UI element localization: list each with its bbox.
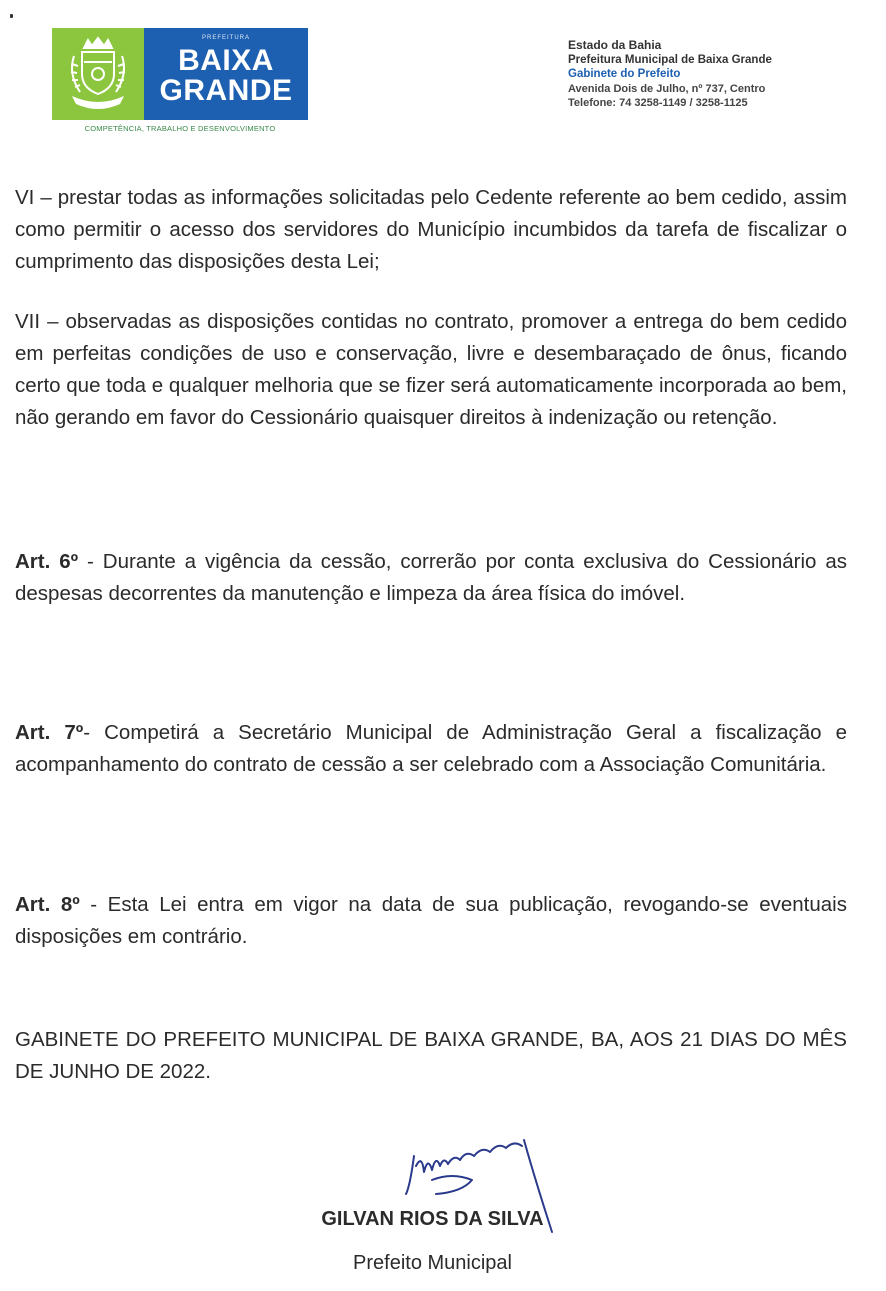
header-address xyxy=(568,38,772,111)
municipality-line: Prefeitura Municipal de Baixa Grande xyxy=(568,53,772,66)
office-line: Gabinete do Prefeito xyxy=(568,68,681,80)
article-8-label: Art. 8º xyxy=(15,893,80,916)
logo-prefix: PREFEITURA xyxy=(201,35,250,41)
scan-mark xyxy=(10,14,13,18)
logo-name-line1: BAIXA xyxy=(178,44,274,77)
logo-name xyxy=(144,46,308,106)
article-7-paragraph xyxy=(15,717,847,781)
article-8-paragraph xyxy=(15,889,847,953)
article-7-label: Art. 7º xyxy=(15,721,84,744)
article-6-paragraph xyxy=(15,546,847,610)
article-8-text: - Esta Lei entra em vigor na data de sua publicação, revogando-se eventuais disposições em contrário. xyxy=(15,893,847,948)
coat-of-arms-icon xyxy=(58,34,138,114)
article-7-text: - Competirá a Secretário Municipal de Administração Geral a fiscalização e acompanhamento do contrato de cessão a ser celebrado com a Associação Comunitária. xyxy=(15,721,847,776)
logo-tagline: COMPETÊNCIA, TRABALHO E DESENVOLVIMENTO xyxy=(84,124,276,133)
municipality-logo xyxy=(52,28,308,120)
street-line: Avenida Dois de Julho, nº 737, Centro xyxy=(568,82,766,95)
signer-role: Prefeito Municipal xyxy=(353,1252,512,1274)
signer-name: GILVAN RIOS DA SILVA xyxy=(321,1208,544,1230)
article-6-text: - Durante a vigência da cessão, correrão por conta exclusiva do Cessionário as despesas decorrentes da manutenção e limpeza da área física do imóvel. xyxy=(15,550,848,605)
logo-green-panel xyxy=(52,28,144,120)
logo-name-line2: GRANDE xyxy=(159,74,293,107)
closing-paragraph: GABINETE DO PREFEITO MUNICIPAL DE BAIXA GRANDE, BA, AOS 21 DIAS DO MÊS DE JUNHO DE 2022. xyxy=(15,1028,847,1083)
article-6-label: Art. 6º xyxy=(15,550,79,573)
item-vi-paragraph: VI – prestar todas as informações solicitadas pelo Cedente referente ao bem cedido, assim como permitir o acesso dos servidores do Município incumbidos da tarefa de fiscalizar o cumprimento das disposições desta Lei; xyxy=(15,186,847,273)
state-line: Estado da Bahia xyxy=(568,38,662,52)
item-vii-paragraph: VII – observadas as disposições contidas no contrato, promover a entrega do bem cedido em perfeitas condições de uso e conservação, livre e desembaraçado de ônus, ficando certo que toda e qualquer melhoria que se fizer será automaticamente incorporada ao bem, não gerando em favor do Cessionário quaisquer direitos à indenização ou retenção. xyxy=(15,310,847,429)
phone-line: Telefone: 74 3258-1149 / 3258-1125 xyxy=(568,97,748,109)
